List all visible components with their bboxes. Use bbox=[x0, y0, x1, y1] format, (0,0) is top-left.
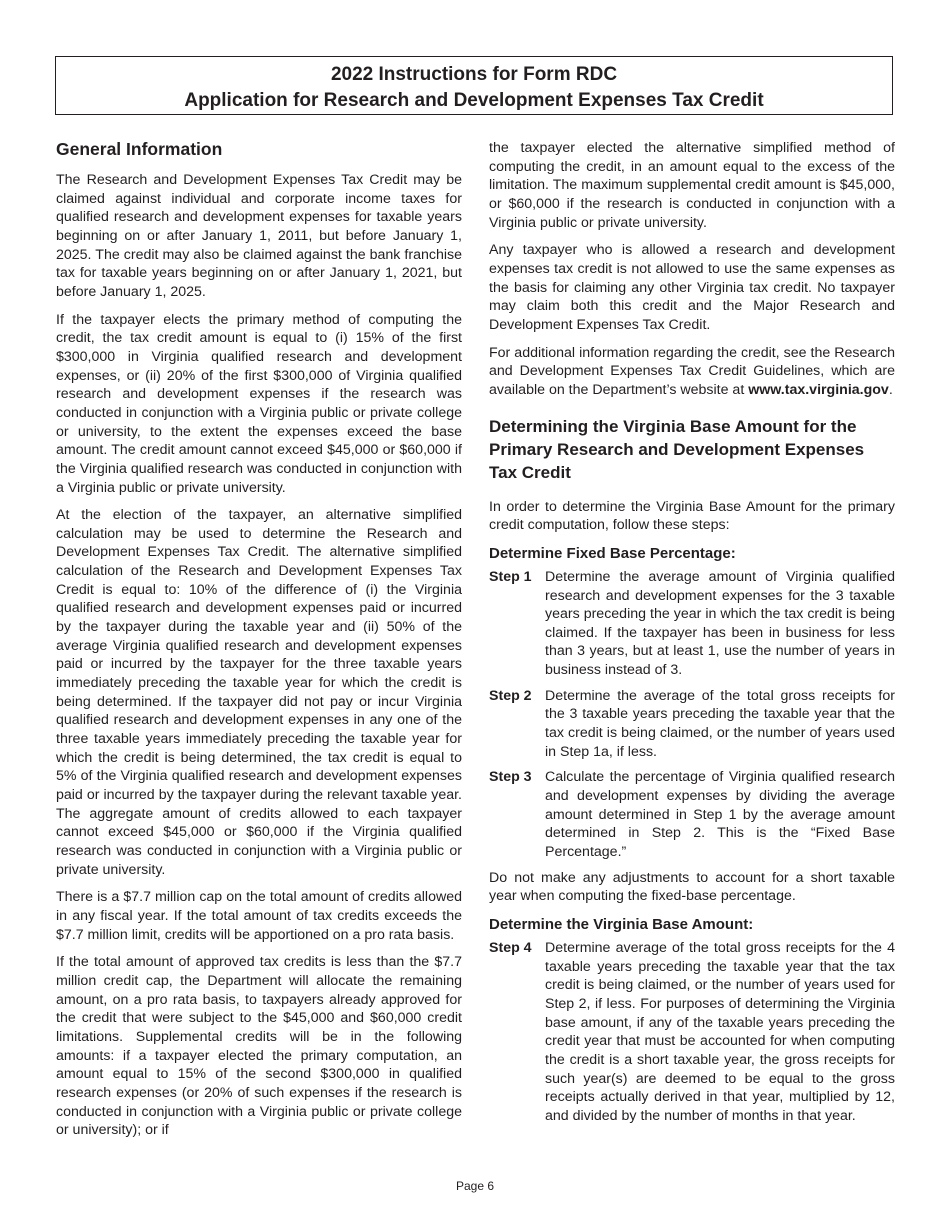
step-label: Step 4 bbox=[489, 940, 532, 956]
step-label: Step 1 bbox=[489, 568, 532, 585]
step-item bbox=[489, 687, 895, 762]
step-text: Determine average of the total gross receipts for the 4 taxable years preceding the taxable year that the tax credit is being claimed, or the number of years used for Step 2, if less. For purposes of determining the Virginia base amount, if any of the taxable years preceding the credit year that must be accounted for when computing the credit is a short taxable year, the gross receipts for such year(s) are deemed to be equal to the gross receipts actually derived in that year, multiplied by 12, and divided by the number of months in that year. bbox=[545, 940, 895, 1124]
intro-paragraph: In order to determine the Virginia Base Amount for the primary credit computation, follow these steps: bbox=[489, 498, 895, 534]
base-amount-subheading: Determine the Virginia Base Amount: bbox=[489, 916, 754, 933]
step-item bbox=[489, 768, 895, 861]
website-link[interactable]: www.tax.virginia.gov bbox=[748, 381, 889, 398]
additional-info-text: For additional information regarding the credit, see the Research and Development Expenses Tax Credit Guidelines, which are available on the Department’s website at bbox=[489, 344, 895, 398]
paragraph: Any taxpayer who is allowed a research and development expenses tax credit is not allowed to use the same expenses as the basis for claiming any other Virginia tax credit. No taxpayer may claim both this credit and the Major Research and Development Expenses Tax Credit. bbox=[489, 242, 895, 333]
paragraph: If the total amount of approved tax credits is less than the $7.7 million credit cap, the Department will allocate the remaining amount, on a pro rata basis, to taxpayers already approved for the credit that were subject to the $45,000 and $60,000 credit limitations. Supplemental credits will be in the following amounts: if a taxpayer elected the primary computation, an amount equal to 15% of the second $300,000 in qualified research expenses (or 20% of such expenses if the research is conducted in conjunction with a Virginia public or private college or university); or if bbox=[56, 954, 462, 1139]
document-title: 2022 Instructions for Form RDC bbox=[330, 64, 618, 85]
step-item bbox=[489, 939, 895, 1126]
fixed-base-subheading: Determine Fixed Base Percentage: bbox=[489, 544, 736, 562]
paragraph: At the election of the taxpayer, an alternative simplified calculation may be used to determine the Research and Development Expenses Tax Credit. The alternative simplified calculation of the Research and Development Expenses Tax Credit is equal to: 10% of the difference of (i) the Virginia qualified research and development expenses paid or incurred by the taxpayer during the taxable year and (ii) 50% of the average Virginia qualified research and development expenses paid or incurred by the taxpayer for the three taxable years immediately preceding the taxable year for which the credit is being determined. If the taxpayer did not pay or incur Virginia qualified research and development expenses in any one of the three taxable years immediately preceding the taxable year for which the credit is being determined, the tax credit is equal to 5% of the Virginia qualified research and development expenses paid or incurred by the taxpayer during the relevant taxable year. The aggregate amount of credits allowed to each taxpayer cannot exceed $45,000 or $60,000 if the Virginia qualified research was conducted in conjunction with a Virginia public or private university. bbox=[56, 507, 462, 878]
paragraph: the taxpayer elected the alternative simplified method of computing the credit, in an amount equal to the excess of the limitation. The maximum supplemental credit amount is $45,000, or $60,000 if the research is conducted in conjunction with a Virginia public or private university. bbox=[489, 140, 895, 231]
title-box bbox=[55, 56, 893, 115]
step-text: Calculate the percentage of Virginia qualified research and development expenses by dividing the average amount determined in Step 1 by the average amount determined in Step 2. This is the “Fixed Base Percentage.” bbox=[545, 769, 895, 861]
paragraph: The Research and Development Expenses Tax Credit may be claimed against individual and corporate income taxes for qualified research and development expenses for taxable years beginning on or after January 1, 2011, but before January 1, 2025. The credit may also be claimed against the bank franchise tax for taxable years beginning on or after January 1, 2021, but before January 1, 2025. bbox=[56, 172, 462, 300]
step-label: Step 2 bbox=[489, 687, 532, 704]
step-item bbox=[489, 568, 895, 680]
step-text: Determine the average of the total gross receipts for the 3 taxable years preceding the taxable year that the tax credit is being claimed, or the number of years used in Step 1a, if less. bbox=[545, 687, 895, 760]
left-column bbox=[56, 138, 462, 1149]
page-number: Page 6 bbox=[455, 1179, 495, 1193]
right-column bbox=[489, 139, 895, 1133]
document-subtitle: Application for Research and Development Expenses Tax Credit bbox=[184, 90, 764, 111]
step-text: Determine the average amount of Virginia qualified research and development expenses for the 3 taxable years preceding the year in which the tax credit is being claimed. If the taxpayer has been in business for less than 3 years, but at least 1, use the number of years in business instead of 3. bbox=[545, 568, 895, 679]
additional-info-suffix: . bbox=[888, 381, 893, 398]
base-amount-heading: Determining the Virginia Base Amount for the Primary Research and Development Expenses Tax Credit bbox=[489, 416, 865, 482]
step-label: Step 3 bbox=[489, 769, 532, 786]
general-information-heading: General Information bbox=[56, 139, 223, 159]
paragraph: If the taxpayer elects the primary method of computing the credit, the tax credit amount is equal to (i) 15% of the first $300,000 in Virginia qualified research and development expenses, or (ii) 20% of the first $300,000 of Virginia qualified research and development expenses if the research was conducted in conjunction with a Virginia public or private college or university, to the extent the expenses exceed the base amount. The credit amount cannot exceed $45,000 or $60,000 if the Virginia qualified research was conducted in conjunction with a Virginia public or private university. bbox=[56, 311, 462, 496]
additional-info-paragraph bbox=[489, 344, 895, 400]
paragraph: There is a $7.7 million cap on the total amount of credits allowed in any fiscal year. If the total amount of tax credits exceeds the $7.7 million limit, credits will be apportioned on a pro rata basis. bbox=[56, 889, 462, 943]
note-paragraph: Do not make any adjustments to account for a short taxable year when computing the fixed-base percentage. bbox=[489, 869, 895, 905]
